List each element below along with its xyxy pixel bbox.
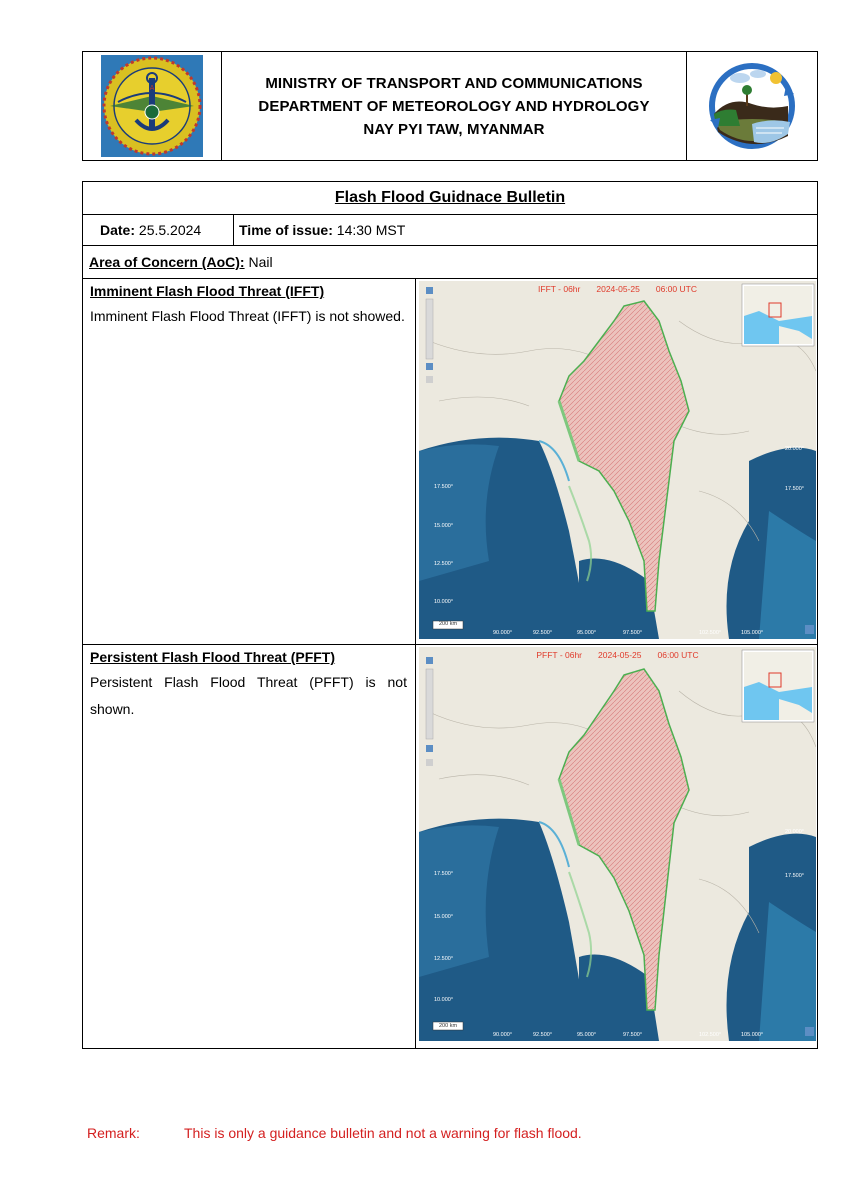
ifft-lon-label: 97.500°	[623, 630, 643, 636]
ifft-lat-label: 15.000°	[434, 523, 454, 529]
pfft-right-lat-label: 17.500°	[784, 873, 804, 879]
ifft-map-cell	[416, 279, 817, 644]
pfft-map-cell	[416, 645, 817, 1048]
pfft-lon-label: 95.000°	[577, 1032, 597, 1038]
remark-label: Remark:	[87, 1125, 140, 1141]
date-value: 25.5.2024	[138, 222, 202, 238]
ifft-map-title	[419, 284, 816, 294]
pfft-map-image	[419, 647, 816, 1041]
pfft-section	[83, 645, 817, 1048]
pfft-lat-label: 10.000°	[434, 997, 454, 1003]
issue-info-row	[83, 215, 817, 246]
hydrology-cycle-icon	[700, 56, 804, 156]
ifft-lon-label: 92.500°	[533, 630, 553, 636]
department-logo-cell	[686, 52, 817, 160]
ifft-right-lat-label: 20.000°	[784, 446, 804, 452]
pfft-lon-label: 97.500°	[623, 1032, 643, 1038]
date-cell	[83, 215, 234, 245]
pfft-text-cell	[83, 645, 416, 1048]
pfft-map-scale: 200 km	[439, 1023, 458, 1029]
date-label: Date:	[100, 222, 136, 238]
pfft-lon-label: 102.500°	[699, 1032, 722, 1038]
bulletin-header	[82, 51, 818, 161]
area-of-concern-row	[83, 246, 817, 279]
pfft-map-title	[419, 650, 816, 660]
aoc-label: Area of Concern (AoC):	[89, 254, 245, 270]
ministry-logo-cell	[83, 52, 222, 160]
pfft-lat-label: 15.000°	[434, 914, 454, 920]
pfft-description: Persistent Flash Flood Threat (PFFT) is not shown.	[90, 674, 407, 717]
bulletin-title-row	[83, 182, 817, 215]
pfft-map[interactable]	[419, 647, 816, 1041]
ifft-map-scale: 200 km	[439, 621, 458, 627]
pfft-lon-label: 92.500°	[533, 1032, 553, 1038]
ministry-emblem-icon	[100, 54, 204, 158]
ifft-description: Imminent Flash Flood Threat (IFFT) is not showed.	[90, 308, 405, 324]
aoc-value: Nail	[248, 254, 273, 270]
pfft-map-product: PFFT - 06hr	[536, 650, 583, 660]
ifft-lon-label: 95.000°	[577, 630, 597, 636]
pfft-lon-label: 90.000°	[493, 1032, 513, 1038]
ifft-lat-label: 12.500°	[434, 561, 454, 567]
bulletin-table	[82, 181, 818, 1049]
pfft-map-date: 2024-05-25	[598, 650, 642, 660]
ifft-lat-label: 10.000°	[434, 599, 454, 605]
pfft-lon-label: 105.000°	[741, 1032, 764, 1038]
ifft-lat-label: 17.500°	[434, 484, 454, 490]
ifft-lon-label: 105.000°	[741, 630, 764, 636]
ifft-map[interactable]	[419, 281, 816, 639]
pfft-heading: Persistent Flash Flood Threat (PFFT)	[90, 649, 336, 665]
pfft-lat-label: 17.500°	[434, 871, 454, 877]
time-value: 14:30 MST	[336, 222, 406, 238]
ifft-map-product: IFFT - 06hr	[538, 284, 581, 294]
ifft-map-date: 2024-05-25	[596, 284, 640, 294]
time-cell	[234, 215, 817, 245]
ifft-lon-label: 90.000°	[493, 630, 513, 636]
location-name: NAY PYI TAW, MYANMAR	[363, 120, 545, 138]
remark	[87, 1125, 582, 1141]
ifft-right-lat-label: 17.500°	[784, 486, 804, 492]
pfft-lat-label: 12.500°	[434, 956, 454, 962]
ifft-map-image	[419, 281, 816, 639]
ministry-name: MINISTRY OF TRANSPORT AND COMMUNICATIONS	[265, 74, 643, 92]
pfft-right-lat-label: 20.000°	[784, 829, 804, 835]
bulletin-title: Flash Flood Guidnace Bulletin	[334, 189, 566, 206]
pfft-map-time: 06:00 UTC	[657, 650, 699, 660]
ifft-text-cell	[83, 279, 416, 644]
ministry-title-block	[222, 52, 686, 160]
ifft-section	[83, 279, 817, 645]
department-name: DEPARTMENT OF METEOROLOGY AND HYDROLOGY	[258, 97, 650, 115]
svg-text:A: A	[149, 84, 155, 92]
time-label: Time of issue:	[239, 222, 333, 238]
ifft-lon-label: 102.500°	[699, 630, 722, 636]
ifft-map-time: 06:00 UTC	[655, 284, 697, 294]
ifft-heading: Imminent Flash Flood Threat (IFFT)	[90, 283, 325, 299]
remark-text: This is only a guidance bulletin and not a warning for flash flood.	[184, 1125, 582, 1141]
